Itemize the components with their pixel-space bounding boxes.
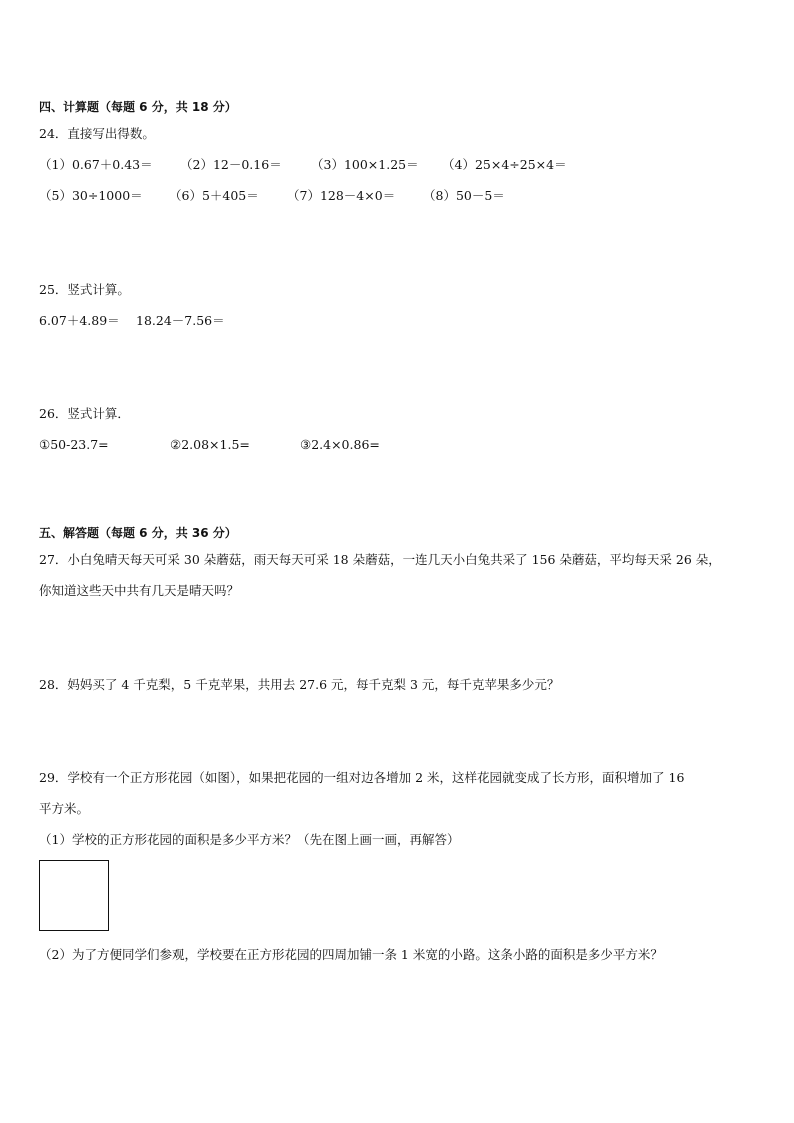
q24-item-4: （4）25×4÷25×4＝ xyxy=(442,157,567,172)
q24-item-6: （6）5＋405＝ xyxy=(169,188,259,203)
q27-line-2: 你知道这些天中共有几天是晴天吗？ xyxy=(39,583,240,598)
q25-item-1: 6.07＋4.89＝ xyxy=(39,313,120,328)
q24-item-7: （7）128－4×0＝ xyxy=(287,188,396,203)
q26-item-2: ②2.08×1.5= xyxy=(170,437,250,452)
q26-item-1: ①50-23.7= xyxy=(39,437,109,452)
q28-line-1: 28．妈妈买了 4 千克梨，5 千克苹果，共用去 27.6 元，每千克梨 3 元，每千克苹果多少元？ xyxy=(39,677,560,692)
section-5-heading: 五、解答题（每题 6 分，共 36 分） xyxy=(39,526,237,540)
q24-prompt: 24．直接写出得数。 xyxy=(39,126,155,141)
q24-item-1: （1）0.67＋0.43＝ xyxy=(39,157,153,172)
square-garden-figure xyxy=(39,860,109,931)
q29-line-1: 29．学校有一个正方形花园（如图），如果把花园的一组对边各增加 2 米，这样花园就变成了长方形，面积增加了 16 xyxy=(39,770,685,785)
q26-prompt: 26．竖式计算． xyxy=(39,406,130,421)
q29-sub-2: （2）为了方便同学们参观，学校要在正方形花园的四周加铺一条 1 米宽的小路。这条小路的面积是多少平方米？ xyxy=(39,947,663,962)
q29-line-2: 平方米。 xyxy=(39,801,90,816)
q29-sub-1: （1）学校的正方形花园的面积是多少平方米？（先在图上画一画，再解答） xyxy=(39,832,460,847)
q25-prompt: 25．竖式计算。 xyxy=(39,282,130,297)
q26-item-3: ③2.4×0.86= xyxy=(300,437,380,452)
q24-item-3: （3）100×1.25＝ xyxy=(311,157,419,172)
section-4-heading: 四、计算题（每题 6 分，共 18 分） xyxy=(39,100,237,114)
q24-item-2: （2）12－0.16＝ xyxy=(180,157,282,172)
q27-line-1: 27．小白兔晴天每天可采 30 朵蘑菇，雨天每天可采 18 朵蘑菇，一连几天小白兔共采了 156 朵蘑菇，平均每天采 26 朵， xyxy=(39,552,721,567)
q24-item-8: （8）50－5＝ xyxy=(423,188,505,203)
q25-item-2: 18.24－7.56＝ xyxy=(136,313,225,328)
q24-item-5: （5）30÷1000＝ xyxy=(39,188,143,203)
